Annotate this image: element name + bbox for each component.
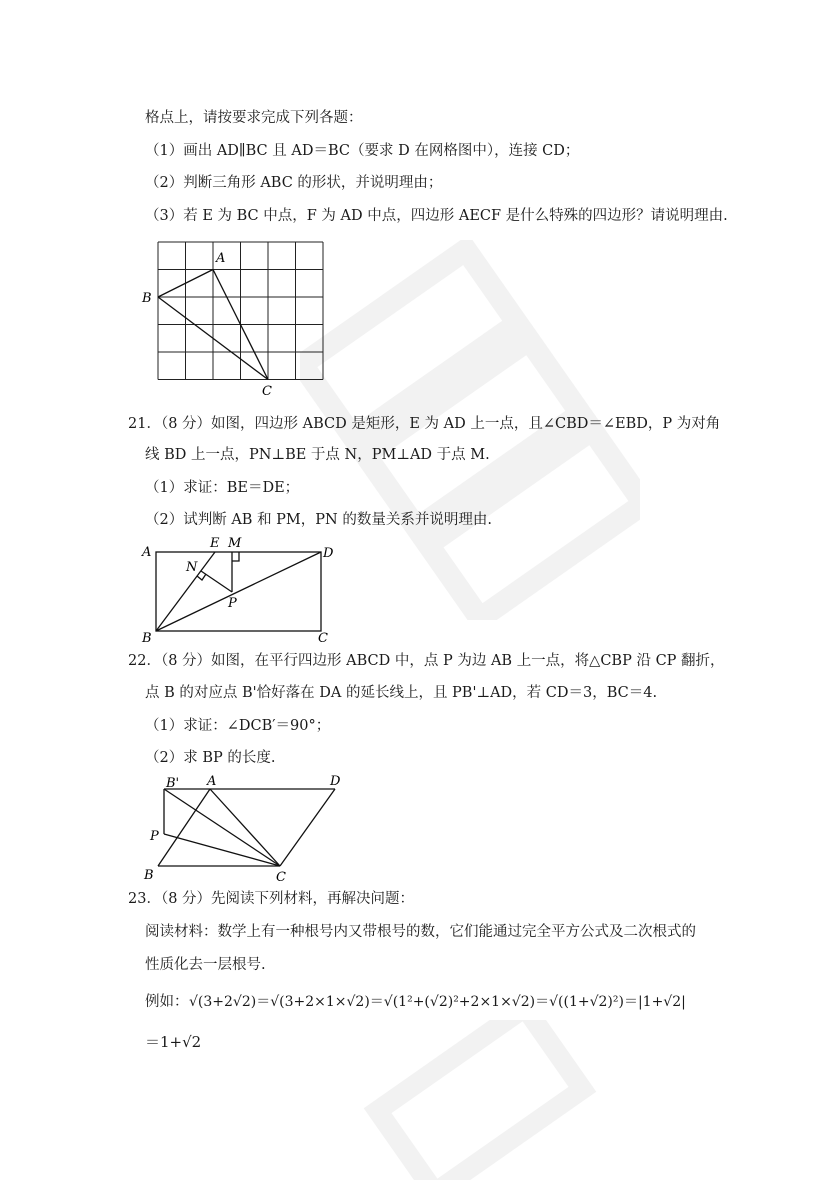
q20-part1: （1）画出 AD∥BC 且 AD＝BC（要求 D 在网格图中），连接 CD； [145,143,580,159]
q20-grid-figure [138,234,338,402]
q21-label-C: C [318,631,328,646]
q20-part3: （3）若 E 为 BC 中点，F 为 AD 中点，四边形 AECF 是什么特殊的四边形？请说明理由. [145,208,728,224]
q20-label-B: B [142,291,152,306]
q20-part2: （2）判断三角形 ABC 的形状，并说明理由； [145,175,443,191]
q22-label-B: B [144,868,154,883]
q22-label-C: C [276,870,286,884]
q21-part1: （1）求证：BE＝DE； [145,480,300,496]
q23-stem: 23．（8 分）先阅读下列材料，再解决问题： [128,891,415,907]
q21-label-N: N [186,560,198,575]
q21-label-E: E [210,536,220,551]
q21-label-D: D [323,546,334,561]
q20-label-C: C [262,384,272,399]
q21-label-B: B [142,631,152,646]
q20-label-A: A [216,251,226,266]
q22-label-P: P [150,829,159,844]
q23-equation-line2: ＝1+√2 [145,1033,202,1051]
q22-part2: （2）求 BP 的长度. [145,750,276,766]
q22-label-A: A [207,774,217,789]
q22-parallelogram-figure [140,772,355,884]
q22-label-D: D [330,774,341,789]
q22-label-Bprime: B' [166,776,180,791]
q22-part1: （1）求证：∠DCB′＝90°； [145,718,331,734]
q21-label-P: P [228,596,237,611]
watermark-logo-bottom [330,1020,630,1180]
q23-material-line1: 阅读材料：数学上有一种根号内又带根号的数，它们能通过完全平方公式及二次根式的 [145,924,696,940]
q21-part2: （2）试判断 AB 和 PM，PN 的数量关系并说明理由. [145,512,492,528]
q23-example-prefix: 例如： [145,994,189,1010]
q21-stem-line1: 21．（8 分）如图，四边形 ABCD 是矩形，E 为 AD 上一点，且∠CBD＝∠EBD，P 为对角 [128,416,721,432]
q21-stem-line2: 线 BD 上一点，PN⊥BE 于点 N，PM⊥AD 于点 M. [145,447,490,463]
q23-material-line2: 性质化去一层根号. [145,957,266,973]
q22-stem-line2: 点 B 的对应点 B'恰好落在 DA 的延长线上，且 PB'⊥AD，若 CD＝3，BC＝4. [145,685,658,701]
q21-rectangle-figure [140,534,340,646]
q22-stem-line1: 22．（8 分）如图，在平行四边形 ABCD 中，点 P 为边 AB 上一点，将△CBP 沿 CP 翻折， [128,653,725,669]
q21-label-M: M [228,536,242,551]
q20-intro: 格点上，请按要求完成下列各题： [145,110,363,126]
q21-label-A: A [142,545,152,560]
q23-equation-line1: √(3+2√2)＝√(3+2×1×√2)＝√(1²+(√2)²+2×1×√2)＝√((1+√2)²)＝|1+√2| [189,994,686,1010]
